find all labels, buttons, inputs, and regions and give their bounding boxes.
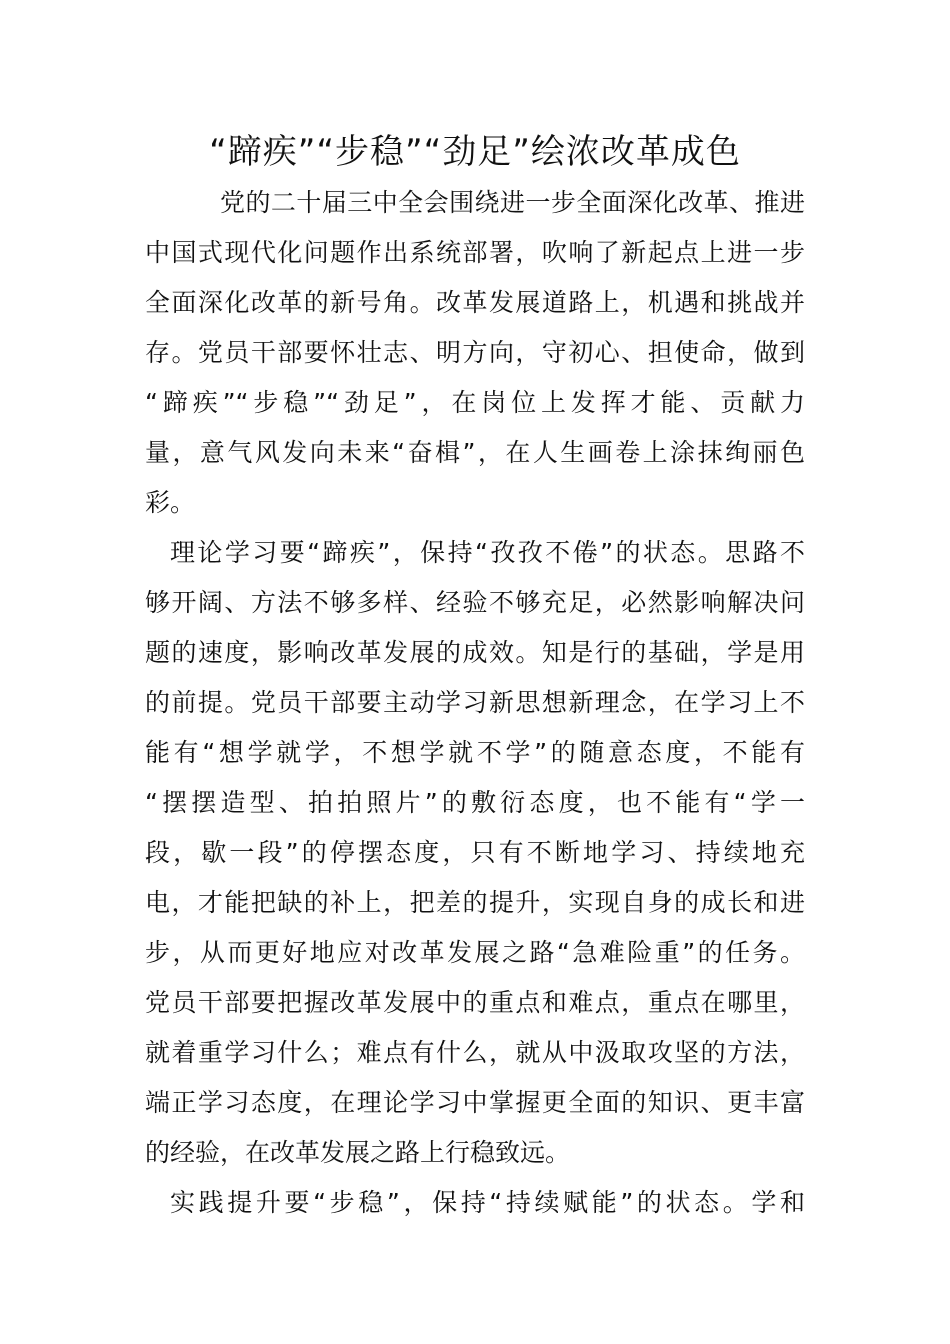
text-line: 实践提升要“步稳”，保持“持续赋能”的状态。学和: [170, 1188, 805, 1217]
text-line: 存。党员干部要怀壮志、明方向，守初心、担使命，做到: [145, 338, 805, 367]
text-line: 中国式现代化问题作出系统部署，吹响了新起点上进一步: [145, 238, 805, 267]
text-line: 步，从而更好地应对改革发展之路“急难险重”的任务。: [145, 938, 805, 967]
text-line: 的经验，在改革发展之路上行稳致远。: [145, 1138, 571, 1167]
text-line: 段，歇一段”的停摆态度，只有不断地学习、持续地充: [145, 838, 805, 867]
text-line: 能有“想学就学，不想学就不学”的随意态度，不能有: [145, 738, 805, 767]
text-line: 就着重学习什么；难点有什么，就从中汲取攻坚的方法，: [145, 1038, 805, 1067]
text-line: 够开阔、方法不够多样、经验不够充足，必然影响解决问: [145, 588, 805, 617]
paragraph-2: [145, 528, 805, 1178]
text-line: 党员干部要把握改革发展中的重点和难点，重点在哪里，: [145, 988, 805, 1017]
text-line: 全面深化改革的新号角。改革发展道路上，机遇和挑战并: [145, 288, 805, 317]
text-line: 端正学习态度，在理论学习中掌握更全面的知识、更丰富: [145, 1088, 805, 1117]
paragraph-3: [145, 1178, 805, 1228]
text-line: 电，才能把缺的补上，把差的提升，实现自身的成长和进: [145, 888, 805, 917]
article-body: [145, 178, 805, 1228]
article-title: “蹄疾”“步稳”“劲足”绘浓改革成色: [209, 132, 741, 172]
text-line: 量，意气风发向未来“奋楫”，在人生画卷上涂抹绚丽色: [145, 438, 805, 467]
paragraph-1: [145, 178, 805, 528]
text-line: 题的速度，影响改革发展的成效。知是行的基础，学是用: [145, 638, 805, 667]
text-line: 彩。: [145, 488, 196, 517]
text-line: 党的二十届三中全会围绕进一步全面深化改革、推进: [220, 188, 805, 217]
text-line: “蹄疾”“步稳”“劲足”，在岗位上发挥才能、贡献力: [145, 388, 805, 417]
text-line: “摆摆造型、拍拍照片”的敷衍态度，也不能有“学一: [145, 788, 805, 817]
text-line: 理论学习要“蹄疾”，保持“孜孜不倦”的状态。思路不: [170, 538, 805, 567]
text-line: 的前提。党员干部要主动学习新思想新理念，在学习上不: [145, 688, 805, 717]
